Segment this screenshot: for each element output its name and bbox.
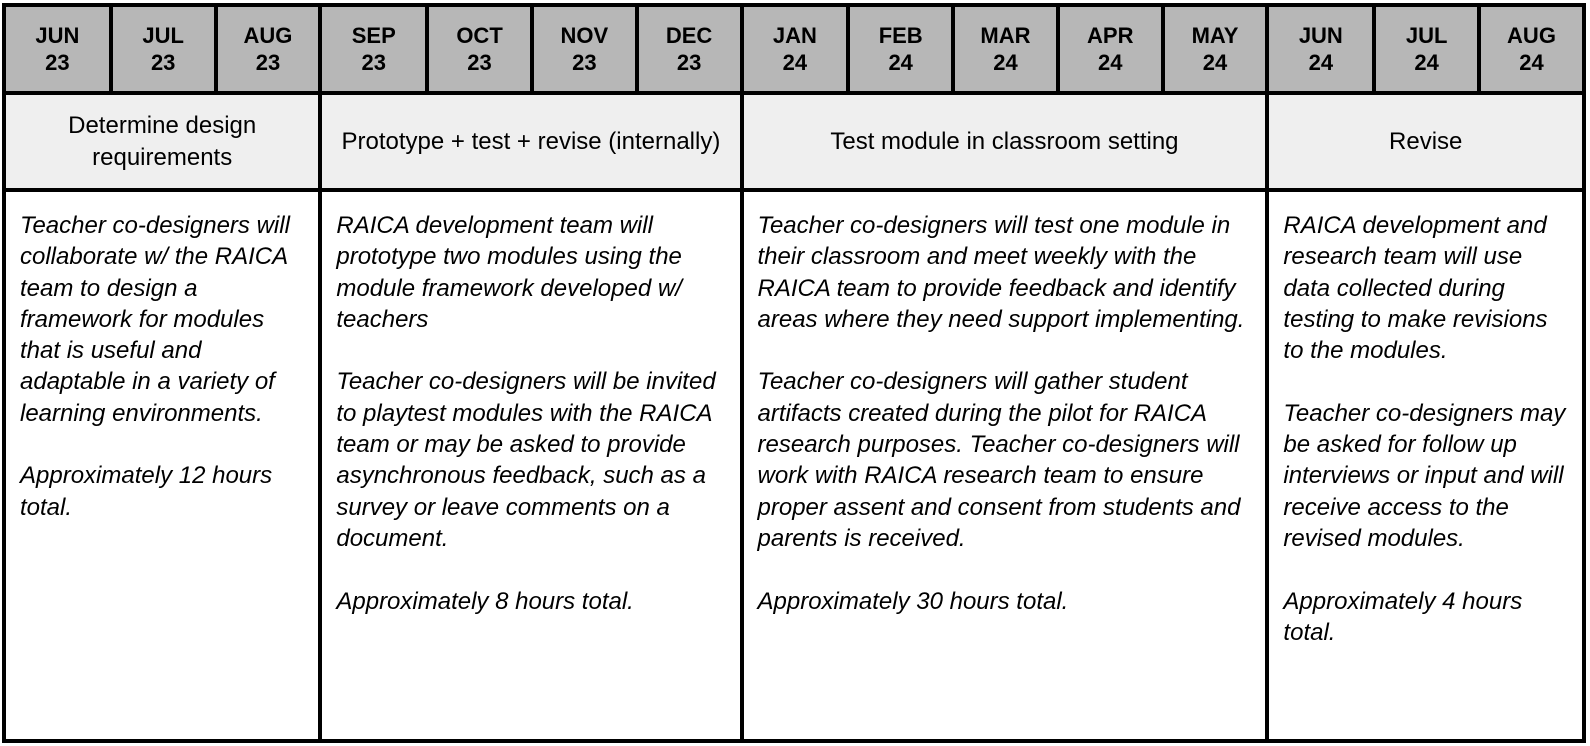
month-cell-may-24 xyxy=(1163,5,1268,93)
month-cell-jun-23 xyxy=(4,5,111,93)
month-cell-apr-24 xyxy=(1058,5,1163,93)
month-cell-jun-24 xyxy=(1267,5,1374,93)
month-cell-aug-24 xyxy=(1479,5,1584,93)
year-label: 24 xyxy=(1308,50,1334,75)
phase-description-classroom-test xyxy=(742,190,1268,741)
description-paragraph: Teacher co-designers will gather student artifacts created during the pilot for RAICA research purposes. Teacher co-designers will work with RAICA research team to ensure proper assent and consent from students and parents is received. xyxy=(757,368,1241,552)
phase-description-revise xyxy=(1267,190,1584,741)
project-timeline-table xyxy=(2,3,1586,743)
month-label: NOV xyxy=(560,23,609,48)
description-paragraph: Teacher co-designers may be asked for follow up interviews or input and will receive access to the revised modules. xyxy=(1283,399,1566,552)
year-label: 23 xyxy=(255,50,281,75)
month-label: MAY xyxy=(1191,23,1239,48)
year-label: 23 xyxy=(361,50,386,75)
phase-title-prototype: Prototype + test + revise (internally) xyxy=(320,93,741,190)
month-cell-sep-23 xyxy=(320,5,427,93)
hours-estimate: Approximately 8 hours total. xyxy=(336,587,634,615)
month-cell-oct-23 xyxy=(427,5,532,93)
month-label: OCT xyxy=(456,23,503,48)
description-paragraph: Teacher co-designers will be invited to playtest modules with the RAICA team or may be asked to provide asynchronous feedback, such as a survey or leave comments on a document. xyxy=(336,368,716,552)
year-label: 24 xyxy=(1414,50,1439,75)
year-label: 23 xyxy=(572,50,597,75)
year-label: 23 xyxy=(45,50,70,75)
phase-title-classroom-test: Test module in classroom setting xyxy=(742,93,1268,190)
year-label: 24 xyxy=(993,50,1018,75)
phase-description-row xyxy=(4,190,1584,741)
month-label: AUG xyxy=(243,23,293,48)
phase-description-design-requirements xyxy=(4,190,320,741)
month-label: DEC xyxy=(665,23,713,48)
year-label: 24 xyxy=(1202,50,1228,75)
year-label: 23 xyxy=(676,50,702,75)
description-paragraph: Teacher co-designers will test one module in their classroom and meet weekly with the RAICA team to provide feedback and identify areas where they need support implementing. xyxy=(757,212,1245,333)
month-label: JUL xyxy=(1405,23,1448,48)
year-label: 23 xyxy=(150,50,176,75)
month-label: AUG xyxy=(1507,23,1556,48)
year-label: 24 xyxy=(888,50,913,75)
phase-title-design-requirements: Determine design requirements xyxy=(4,93,320,190)
month-cell-jul-24 xyxy=(1374,5,1479,93)
hours-estimate: Approximately 30 hours total. xyxy=(757,587,1069,615)
month-cell-aug-23 xyxy=(216,5,321,93)
month-cell-feb-24 xyxy=(848,5,953,93)
month-cell-jan-24 xyxy=(742,5,849,93)
month-cell-jul-23 xyxy=(111,5,216,93)
description-paragraph: RAICA development team will prototype two modules using the module framework developed w/ teachers xyxy=(336,212,682,333)
month-cell-mar-24 xyxy=(953,5,1058,93)
month-header-row xyxy=(4,5,1584,93)
hours-estimate: Approximately 12 hours total. xyxy=(20,462,273,521)
year-label: 24 xyxy=(1519,50,1544,75)
month-label: SEP xyxy=(351,23,396,48)
month-label: JAN xyxy=(772,23,817,48)
description-paragraph: RAICA development and research team will use data collected during testing to make revisions to the modules. xyxy=(1283,212,1548,365)
month-label: JUN xyxy=(35,23,80,48)
month-label: MAR xyxy=(980,23,1031,48)
hours-estimate: Approximately 4 hours total. xyxy=(1283,587,1523,646)
month-label: JUL xyxy=(142,23,184,48)
month-cell-nov-23 xyxy=(532,5,637,93)
year-label: 23 xyxy=(467,50,492,75)
month-label: APR xyxy=(1087,23,1134,48)
phase-title-revise: Revise xyxy=(1267,93,1584,190)
phase-title-row xyxy=(4,93,1584,190)
year-label: 24 xyxy=(1098,50,1123,75)
month-label: JUN xyxy=(1298,23,1343,48)
month-label: FEB xyxy=(878,23,923,48)
description-paragraph: Teacher co-designers will collaborate w/ the RAICA team to design a framework for modules that is useful and adaptable in a variety of learning environments. xyxy=(20,212,290,427)
month-cell-dec-23 xyxy=(637,5,742,93)
phase-description-prototype xyxy=(320,190,741,741)
year-label: 24 xyxy=(782,50,808,75)
